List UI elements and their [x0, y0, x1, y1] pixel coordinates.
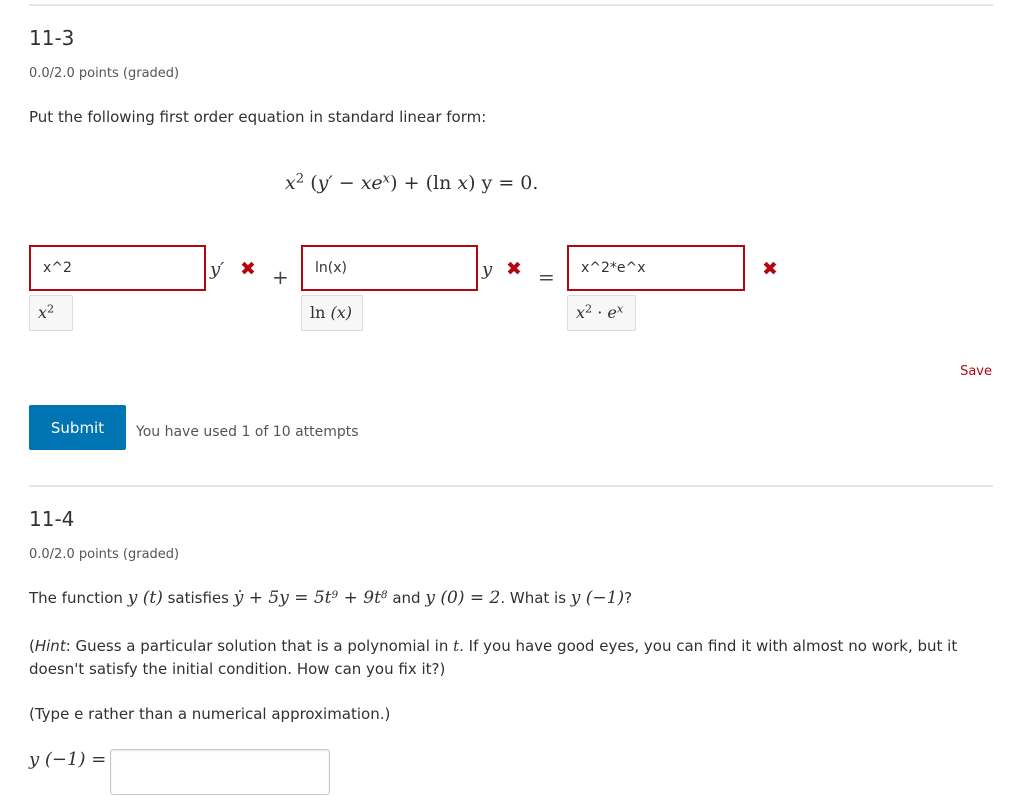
type-note: (Type e rather than a numerical approximation.)	[29, 705, 391, 723]
problem-prompt: Put the following first order equation in standard linear form:	[29, 108, 487, 126]
y-label: y	[482, 259, 493, 280]
plus-operator: +	[272, 265, 289, 289]
problem-question: The function y (t) satisfies ẏ + $5y = 5t^9 + 9t^8$ and y (0) = 2. What is y (−1)?	[29, 588, 633, 608]
save-button[interactable]: Save	[960, 364, 992, 379]
top-divider	[29, 4, 993, 6]
x-mark-icon: ✖	[240, 258, 256, 280]
problem-points: 0.0/2.0 points (graded)	[29, 547, 180, 562]
problem-divider	[29, 485, 993, 487]
right-side-input[interactable]: x^2*e^x	[567, 245, 745, 291]
equals-operator: =	[538, 265, 555, 289]
field2-preview: ln (x)	[301, 295, 363, 331]
hint-text: (Hint: Guess a particular solution that is a polynomial in t. If you have good eyes, you can find it with almost no work, but it doesn't satisfy the initial condition. How can you fix it?)	[29, 637, 958, 678]
answer-input[interactable]	[110, 749, 330, 795]
field1-preview: $x^2$	[29, 295, 73, 331]
x-mark-icon: ✖	[506, 258, 522, 280]
yprime-label: y′	[210, 259, 225, 280]
problem-title: 11-3	[29, 26, 75, 50]
problem-title: 11-4	[29, 507, 75, 531]
x-mark-icon: ✖	[762, 258, 778, 280]
coefficient-yprime-input[interactable]: x^2	[29, 245, 206, 291]
coefficient-y-input[interactable]: ln(x)	[301, 245, 478, 291]
attempts-text: You have used 1 of 10 attempts	[136, 424, 359, 440]
problem-points: 0.0/2.0 points (graded)	[29, 66, 180, 81]
display-equation: $x^2$ $(y' - xe^x) + (\ln$ x) y = 0.	[285, 171, 539, 194]
answer-label: y (−1) =	[29, 749, 107, 770]
submit-button[interactable]: Submit	[29, 405, 126, 450]
field3-preview: $x^2 \cdot e^x$	[567, 295, 636, 331]
